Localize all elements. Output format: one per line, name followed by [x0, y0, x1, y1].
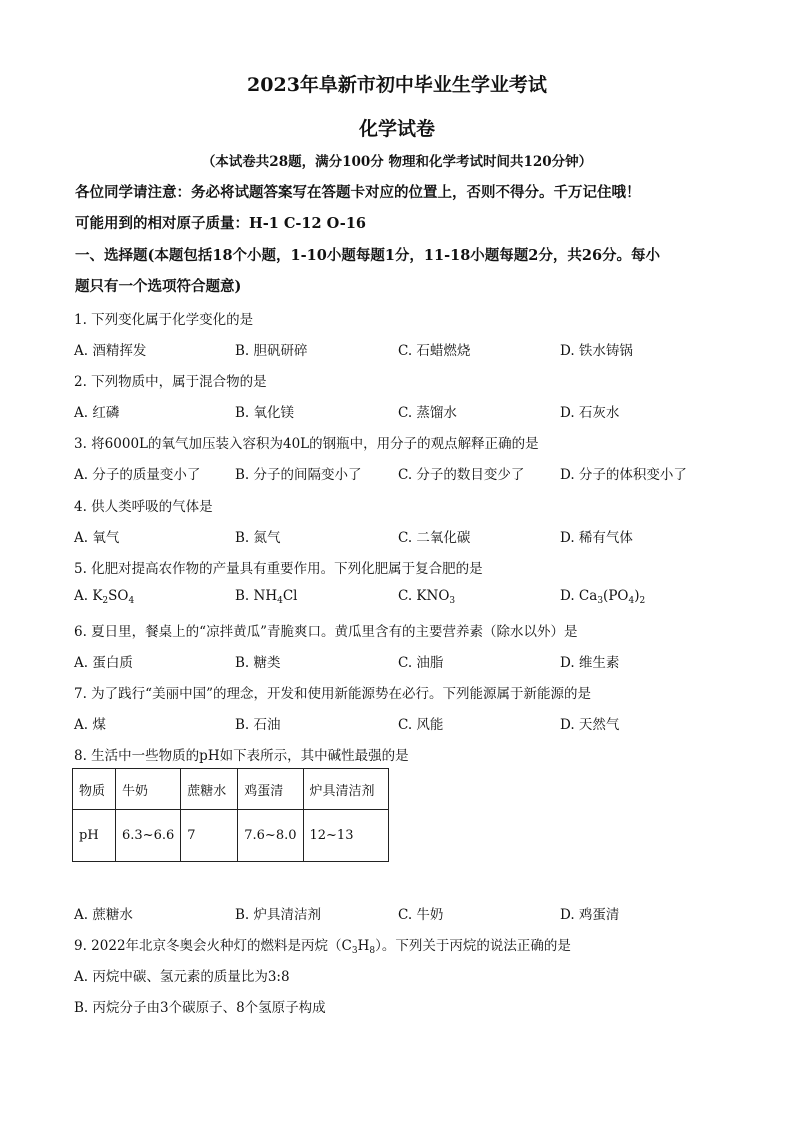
ph-table-cell: 6.3~6.6 [116, 810, 181, 862]
question-6-option-b: B. 糖类 [235, 655, 281, 671]
exam-title: 2023年阜新市初中毕业生学业考试 [247, 74, 547, 96]
question-1-option-d: D. 铁水铸锅 [560, 343, 633, 359]
question-8-option-a: A. 蔗糖水 [74, 907, 133, 923]
question-9-stem: 9. 2022年北京冬奥会火种灯的燃料是丙烷$(C_3H_8)$。下列关于丙烷的说法正确的是 [74, 938, 571, 956]
ph-table-value-row [73, 810, 389, 862]
question-4-stem: 4. 供人类呼吸的气体是 [74, 499, 213, 515]
question-8-option-d: D. 鸡蛋清 [560, 907, 620, 923]
ph-table-header-cell: 物质 [73, 769, 116, 810]
question-3-option-c: C. 分子的数目变少了 [398, 467, 525, 483]
ph-table-header-cell: 鸡蛋清 [238, 769, 303, 810]
question-5-option-a: A. $K_2SO_4$ [74, 588, 135, 606]
question-7-option-c: C. 风能 [398, 717, 444, 733]
question-4-option-b: B. 氮气 [235, 530, 281, 546]
question-3-option-a: A. 分子的质量变小了 [74, 467, 201, 483]
question-6-option-a: A. 蛋白质 [74, 655, 133, 671]
question-2-option-a: A. 红磷 [74, 405, 120, 421]
ph-table [72, 768, 389, 862]
ph-table-cell: 7 [181, 810, 238, 862]
atomic-mass-line: 可能用到的相对原子质量：H-1 C-12 O-16 [75, 215, 366, 232]
question-3-option-d: D. 分子的体积变小了 [560, 467, 687, 483]
exam-note: （本试卷共28题，满分100分 物理和化学考试时间共120分钟） [201, 154, 593, 170]
question-6-option-c: C. 油脂 [398, 655, 444, 671]
question-2-option-b: B. 氧化镁 [235, 405, 295, 421]
section-heading-line1: 一、选择题(本题包括18个小题，1-10小题每题1分，11-18小题每题2分，共26分。每小 [75, 247, 661, 264]
question-8-option-c: C. 牛奶 [398, 907, 444, 923]
question-7-stem: 7. 为了践行“美丽中国”的理念，开发和使用新能源势在必行。下列能源属于新能源的是 [74, 686, 591, 702]
question-2-option-d: D. 石灰水 [560, 405, 620, 421]
ph-table-cell: 7.6~8.0 [238, 810, 303, 862]
ph-table-header-row [73, 769, 389, 810]
question-5-option-c: C. $KNO_3$ [398, 588, 456, 606]
question-3-stem: 3. 将6000L的氧气加压装入容积为40L的钢瓶中，用分子的观点解释正确的是 [74, 436, 539, 452]
question-4-option-a: A. 氧气 [74, 530, 120, 546]
question-7-option-a: A. 煤 [74, 717, 106, 733]
section-heading-line2: 题只有一个选项符合题意) [75, 278, 242, 295]
question-2-option-c: C. 蒸馏水 [398, 405, 457, 421]
question-2-stem: 2. 下列物质中，属于混合物的是 [74, 374, 267, 390]
question-6-option-d: D. 维生素 [560, 655, 620, 671]
question-7-option-b: B. 石油 [235, 717, 281, 733]
question-8-option-b: B. 炉具清洁剂 [235, 907, 322, 923]
question-5-option-b: B. $NH_4Cl$ [235, 588, 298, 606]
question-1-option-c: C. 石蜡燃烧 [398, 343, 471, 359]
notice-line: 各位同学请注意：务必将试题答案写在答题卡对应的位置上，否则不得分。千万记住哦！ [75, 184, 641, 201]
question-5-option-d: D. $Ca_3(PO_4)_2$ [560, 588, 646, 606]
ph-table-cell: 12~13 [303, 810, 388, 862]
question-1-option-a: A. 酒精挥发 [74, 343, 147, 359]
ph-table-header-cell: 炉具清洁剂 [303, 769, 388, 810]
question-8-stem: 8. 生活中一些物质的pH如下表所示，其中碱性最强的是 [74, 748, 409, 764]
question-9-option-a: A. 丙烷中碳、氢元素的质量比为3:8 [74, 969, 290, 985]
question-7-option-d: D. 天然气 [560, 717, 620, 733]
question-9-option-b: B. 丙烷分子由3个碳原子、8个氢原子构成 [74, 1000, 326, 1016]
question-4-option-c: C. 二氧化碳 [398, 530, 471, 546]
question-1-stem: 1. 下列变化属于化学变化的是 [74, 312, 254, 328]
ph-table-header-cell: 蔗糖水 [181, 769, 238, 810]
question-5-stem: 5. 化肥对提高农作物的产量具有重要作用。下列化肥属于复合肥的是 [74, 561, 483, 577]
ph-table-cell: pH [73, 810, 116, 862]
question-1-option-b: B. 胆矾研碎 [235, 343, 308, 359]
question-3-option-b: B. 分子的间隔变小了 [235, 467, 362, 483]
ph-table-header-cell: 牛奶 [116, 769, 181, 810]
question-4-option-d: D. 稀有气体 [560, 530, 633, 546]
question-6-stem: 6. 夏日里，餐桌上的“凉拌黄瓜”青脆爽口。黄瓜里含有的主要营养素（除水以外）是 [74, 624, 578, 640]
exam-subtitle: 化学试卷 [358, 118, 435, 140]
